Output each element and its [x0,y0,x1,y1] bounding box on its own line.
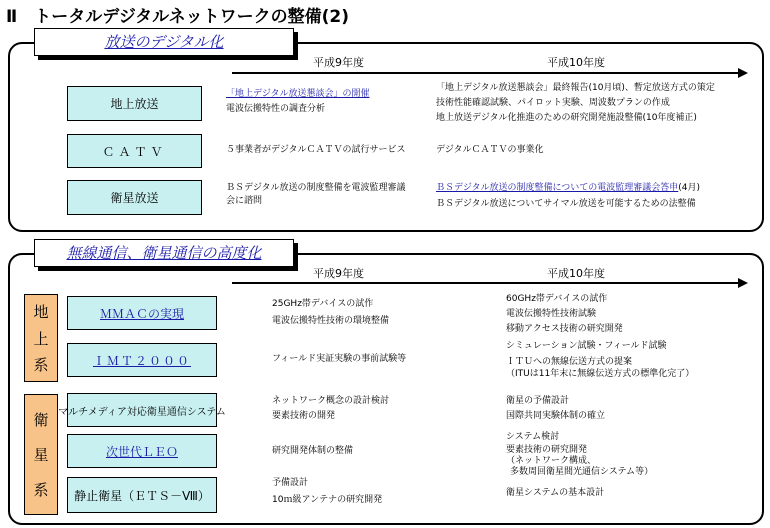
imt2000-h10-item-3: （ITUは11年末に無線伝送方式の標準化完了） [506,369,695,379]
mmac-h9-item-1: 25GHz帯デバイスの試作 [272,299,374,309]
leo-h9-item-1: 研究開発体制の整備 [272,446,354,456]
group-satellite-char-3: 系 [33,481,49,499]
multimedia-sat-h9-item-2: 要素技術の開発 [272,411,336,421]
ets8-h9-item-2: 10ｍ級アンテナの研究開発 [272,495,383,505]
bs-digital-report-date: (4月) [678,183,701,193]
terrestrial-h10-item-3: 地上放送デジタル化推進のための研究開発施設整備(10年度補正) [436,113,697,123]
mmac-h9-item-2: 電波伝搬特性技術の環境整備 [272,316,390,326]
satellite-bc-h9-item-2: 会に諮問 [226,196,263,206]
imt2000-h9-item-1: フィールド実証実験の事前試験等 [272,354,407,364]
category-mmac[interactable]: ＭＭＡＣの実現 [67,296,217,330]
category-imt2000[interactable]: ＩＭＴ２０００ [67,343,217,377]
group-terrestrial-system [24,294,58,382]
group-satellite-char-2: 星 [33,446,49,464]
leo-h10-item-4: 多数周回衛星間光通信システム等） [510,467,654,477]
satellite-bc-h10-item-1 [436,182,700,195]
bs-digital-report-link[interactable]: ＢＳデジタル放送の制度整備についての電波監理審議会答申 [436,183,679,193]
catv-h10-item-1: デジタルＣＡＴＶの事業化 [436,145,544,155]
s1-year-h9: 平成9年度 [313,56,364,69]
group-terrestrial-char-3: 系 [33,356,49,375]
s2-timeline-arrowhead [738,278,748,288]
group-satellite-char-1: 衛 [33,411,49,429]
leo-h10-item-2: 要素技術の研究開発 [506,445,588,455]
terrestrial-h10-item-2: 技術性能確認試験、パイロット実験、周波数プランの作成 [436,98,670,108]
s1-year-h10: 平成10年度 [547,56,605,69]
group-terrestrial-char-1: 地 [33,302,49,321]
imt2000-h10-item-1: シミュレーション試験・フィールド試験 [506,341,667,351]
category-catv: ＣＡＴＶ [67,134,202,168]
category-ets8: 静止衛星（ＥＴＳ－Ⅷ） [67,477,217,513]
satellite-bc-h9-item-1: ＢＳデジタル放送の制度整備を電波監理審議 [226,183,406,193]
terrestrial-h10-item-1: 「地上デジタル放送懇談会」最終報告(10月頃)、暫定放送方式の策定 [436,83,715,93]
multimedia-sat-h10-item-2: 国際共同実験体制の確立 [506,411,606,421]
category-multimedia-satellite: マルチメディア対応衛星通信システム [67,393,217,427]
broadcast-section-title: 放送のデジタル化 [104,33,224,51]
catv-h9-item-1: ５事業者がデジタルＣＡＴＶの試行サービス [226,145,406,155]
ets8-h9-item-1: 予備設計 [272,478,309,488]
multimedia-sat-h9-item-1: ネットワーク概念の設計検討 [272,396,390,406]
multimedia-sat-h10-item-1: 衛星の予備設計 [506,396,570,406]
group-terrestrial-char-2: 上 [33,329,49,348]
terrestrial-h9-item-2: 電波伝搬特性の調査分析 [226,104,326,114]
s1-timeline-arrowhead [738,68,748,78]
s1-timeline-arrow [232,72,738,74]
mmac-h10-item-2: 電波伝搬特性技術試験 [506,309,597,319]
wireless-section-title: 無線通信、衛星通信の高度化 [66,244,262,262]
group-satellite-system [24,394,58,515]
ets8-h10-item-1: 衛星システムの基本設計 [506,488,605,498]
s2-year-h9: 平成9年度 [313,267,364,280]
s2-timeline-arrow [232,282,738,284]
mmac-h10-item-3: 移動アクセス技術の研究開発 [506,324,623,334]
leo-h10-item-3: （ネットワーク構成、 [506,456,597,466]
terrestrial-h9-item-1[interactable]: 「地上デジタル放送懇談会」の開催 [226,89,370,99]
wireless-section-tab [34,239,294,267]
satellite-bc-h10-item-2: ＢＳデジタル放送についてサイマル放送を可能するための法整備 [436,199,696,209]
page-title: Ⅱ トータルデジタルネットワークの整備(2) [6,7,350,27]
imt2000-h10-item-2: ＩＴＵへの無線伝送方式の提案 [506,357,633,367]
category-next-gen-leo[interactable]: 次世代ＬＥＯ [67,434,217,468]
s2-year-h10: 平成10年度 [547,267,605,280]
leo-h10-item-1: システム検討 [506,432,560,442]
category-satellite-broadcast: 衛星放送 [67,180,202,215]
broadcast-section-tab [34,28,294,56]
mmac-h10-item-1: 60GHz帯デバイスの試作 [506,294,608,304]
category-terrestrial-broadcast: 地上放送 [67,86,202,121]
